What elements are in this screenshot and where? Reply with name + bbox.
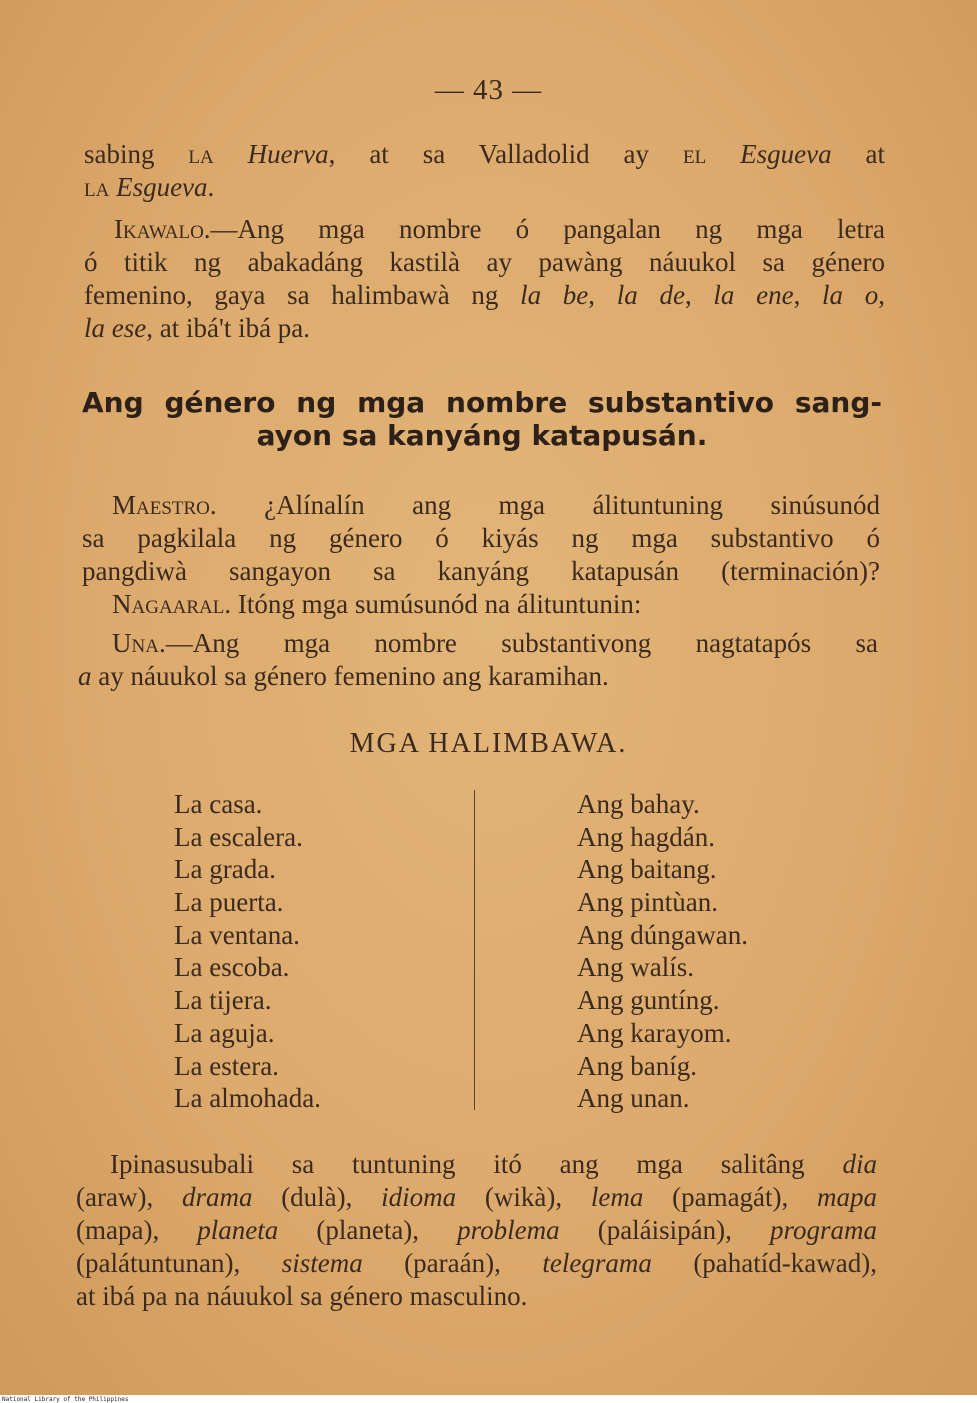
heading-line: ayon sa kanyáng katapusán. <box>256 419 708 452</box>
section-heading <box>82 386 882 452</box>
section-label-smallcaps: Una <box>112 628 159 658</box>
example-spanish: La escoba. <box>174 952 290 983</box>
paragraph-una <box>78 627 878 693</box>
italic-word: planeta <box>197 1215 279 1245</box>
text-run: .—Ang mga nombre ó pangalan ng mga letra <box>203 214 885 244</box>
scan-footer-strip <box>0 1395 977 1403</box>
example-tagalog: Ang walís. <box>577 952 694 983</box>
tagalog-examples-column <box>577 788 748 1115</box>
text-run: (paláisipán), <box>559 1215 770 1245</box>
text-line <box>84 171 885 204</box>
text-line <box>84 312 885 345</box>
text-run: .—Ang mga nombre substantivong nagtatapós sa <box>158 628 878 658</box>
example-tagalog: Ang guntíng. <box>577 985 720 1016</box>
text-run: . Itóng mga sumúsunód na álituntunin: <box>224 589 642 619</box>
text-line <box>76 1247 877 1280</box>
text-run: , at sa Valladolid ay <box>328 139 683 169</box>
column-divider <box>474 790 475 1110</box>
italic-word: telegrama <box>542 1248 652 1278</box>
spanish-examples-column <box>174 788 321 1115</box>
text-run: sabing <box>84 139 189 169</box>
italic-word: drama <box>181 1182 253 1212</box>
text-line: at ibá pa na náuukol sa género masculino. <box>76 1281 528 1311</box>
page-number: — 43 — <box>434 74 543 106</box>
example-spanish: La puerta. <box>174 887 284 918</box>
example-spanish: La tijera. <box>174 985 272 1016</box>
text-line <box>76 1214 877 1247</box>
paragraph-ikawalo <box>84 213 885 345</box>
italic-word: programa <box>769 1215 877 1245</box>
text-line <box>84 279 885 312</box>
text-run: (dulà), <box>252 1182 382 1212</box>
example-spanish: La casa. <box>174 789 263 819</box>
text-run: (paraán), <box>362 1248 543 1278</box>
example-tagalog: Ang baníg. <box>577 1050 697 1081</box>
heading-line: Ang género ng mga nombre substantivo sang- <box>82 386 882 419</box>
text-run: (planeta), <box>278 1215 458 1245</box>
text-run: , <box>684 280 714 310</box>
text-run: . <box>207 172 215 202</box>
example-tagalog: Ang unan. <box>577 1083 690 1114</box>
example-spanish: La escalera. <box>174 821 303 852</box>
text-line: ó titik ng abakadáng kastilà ay pawàng náuukol sa género <box>84 247 885 277</box>
italic-word: mapa <box>817 1182 878 1212</box>
italic-word: problema <box>457 1215 560 1245</box>
paragraph-continuation <box>84 138 885 204</box>
italic-word: Esgueva <box>109 172 208 202</box>
text-line <box>82 588 880 621</box>
italic-word: Esgueva <box>706 139 832 169</box>
example-tagalog: Ang baitang. <box>577 854 717 885</box>
example-spanish: La aguja. <box>174 1017 275 1048</box>
text-line <box>84 138 885 171</box>
text-line <box>82 489 880 522</box>
article-smallcaps: el <box>682 139 707 169</box>
paragraph-exceptions <box>76 1148 877 1313</box>
text-line <box>76 1181 877 1214</box>
text-line: sa pagkilala ng género ó kiyás ng mga substantivo ó <box>82 523 880 553</box>
examples-title: MGA HALIMBAWA. <box>349 728 628 759</box>
italic-word: la ese <box>84 313 147 343</box>
text-line <box>78 627 878 660</box>
text-run: (araw), <box>76 1182 182 1212</box>
text-run: , <box>793 280 823 310</box>
italic-word: la be <box>520 280 589 310</box>
speaker-smallcaps: Maestro <box>112 490 210 520</box>
text-run: . ¿Alínalín ang mga álituntuning sinúsunód <box>209 490 880 520</box>
example-tagalog: Ang bahay. <box>577 789 700 819</box>
example-spanish: La almohada. <box>174 1083 321 1114</box>
example-tagalog: Ang pintùan. <box>577 887 718 918</box>
speaker-smallcaps: Nagaaral <box>112 589 225 619</box>
example-tagalog: Ang hagdán. <box>577 821 715 852</box>
article-smallcaps: la <box>188 139 214 169</box>
text-run: Ipinasusubali sa tuntuning itó ang mga salitâng <box>110 1149 843 1179</box>
article-smallcaps: la <box>84 172 110 202</box>
text-run: (pamagát), <box>643 1182 818 1212</box>
text-run: (palátuntunan), <box>76 1248 282 1278</box>
section-label-smallcaps: Ikawalo <box>114 214 204 244</box>
italic-word: a <box>78 661 92 691</box>
text-run: femenino, gaya sa halimbawà ng <box>84 280 521 310</box>
library-credit: National Library of the Philippines <box>2 1396 129 1403</box>
example-tagalog: Ang dúngawan. <box>577 919 748 950</box>
italic-word: sistema <box>281 1248 363 1278</box>
text-line <box>78 660 878 693</box>
italic-word: la de <box>616 280 685 310</box>
example-spanish: La ventana. <box>174 919 300 950</box>
italic-word: lema <box>590 1182 644 1212</box>
text-run: , at ibá't ibá pa. <box>146 313 311 343</box>
text-run: ay náuukol sa género femenino ang karamihan. <box>91 661 609 691</box>
text-line: pangdiwà sangayon sa kanyáng katapusán (terminación)? <box>82 556 880 586</box>
example-spanish: La estera. <box>174 1050 279 1081</box>
example-tagalog: Ang karayom. <box>577 1017 732 1048</box>
text-run: at <box>831 139 885 169</box>
paragraph-maestro <box>82 489 880 621</box>
italic-word: la ene <box>713 280 794 310</box>
italic-word: idioma <box>381 1182 457 1212</box>
example-spanish: La grada. <box>174 854 276 885</box>
text-run: (mapa), <box>76 1215 198 1245</box>
text-line <box>84 213 885 246</box>
text-run: (wikà), <box>456 1182 591 1212</box>
text-run: (pahatíd-kawad), <box>651 1248 877 1278</box>
text-line <box>76 1148 877 1181</box>
italic-word: la o <box>822 280 879 310</box>
text-run: , <box>878 280 885 310</box>
text-run: , <box>588 280 617 310</box>
italic-word: Huerva <box>213 139 329 169</box>
italic-word: dia <box>842 1149 877 1179</box>
